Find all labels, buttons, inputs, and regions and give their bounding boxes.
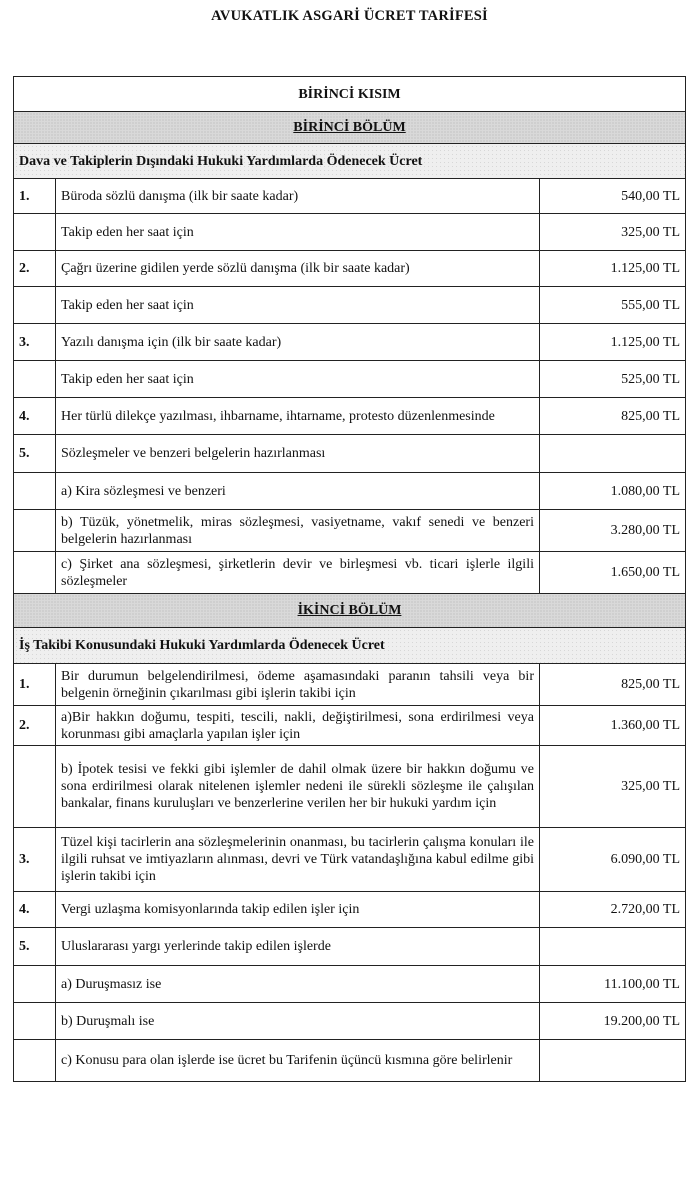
table-row bbox=[14, 664, 686, 706]
item-description: Vergi uzlaşma komisyonlarında takip edilen işler için bbox=[56, 892, 540, 928]
table-row bbox=[14, 510, 686, 552]
section-title-row bbox=[14, 112, 686, 144]
item-description: Takip eden her saat için bbox=[56, 361, 540, 398]
item-amount: 540,00 TL bbox=[539, 179, 685, 214]
item-number: 4. bbox=[14, 398, 56, 435]
item-amount: 19.200,00 TL bbox=[539, 1003, 685, 1040]
item-description: b) İpotek tesisi ve fekki gibi işlemler de dahil olmak üzere bir hakkın doğumu ve sona erdirilmesi olarak nitelenen işlemler nedeni ile sürekli sözleşme ile çalışılan bankalar, finans kuruluşları ve benzerlerine verilen her bir hukuki yardım için bbox=[56, 746, 540, 828]
item-amount: 1.650,00 TL bbox=[539, 552, 685, 594]
item-number bbox=[14, 510, 56, 552]
item-amount: 11.100,00 TL bbox=[539, 966, 685, 1003]
item-number: 3. bbox=[14, 828, 56, 892]
item-number: 2. bbox=[14, 706, 56, 746]
table-row bbox=[14, 473, 686, 510]
item-amount: 2.720,00 TL bbox=[539, 892, 685, 928]
item-amount: 825,00 TL bbox=[539, 398, 685, 435]
part-title: BİRİNCİ KISIM bbox=[14, 77, 686, 112]
item-amount: 325,00 TL bbox=[539, 746, 685, 828]
table-row bbox=[14, 179, 686, 214]
table-row bbox=[14, 746, 686, 828]
item-amount: 1.125,00 TL bbox=[539, 324, 685, 361]
table-row bbox=[14, 251, 686, 287]
item-amount: 555,00 TL bbox=[539, 287, 685, 324]
item-number: 5. bbox=[14, 928, 56, 966]
item-amount: 6.090,00 TL bbox=[539, 828, 685, 892]
table-row bbox=[14, 928, 686, 966]
section-subtitle-row bbox=[14, 144, 686, 179]
item-number bbox=[14, 287, 56, 324]
section-title-row bbox=[14, 594, 686, 628]
item-number: 1. bbox=[14, 664, 56, 706]
table-row bbox=[14, 324, 686, 361]
item-description: Yazılı danışma için (ilk bir saate kadar) bbox=[56, 324, 540, 361]
item-description: c) Konusu para olan işlerde ise ücret bu Tarifenin üçüncü kısmına göre belirlenir bbox=[56, 1040, 540, 1082]
item-amount bbox=[539, 928, 685, 966]
tariff-table bbox=[13, 76, 686, 1082]
item-amount: 1.125,00 TL bbox=[539, 251, 685, 287]
table-row bbox=[14, 214, 686, 251]
item-number bbox=[14, 473, 56, 510]
section2-title: İKİNCİ BÖLÜM bbox=[14, 594, 686, 628]
item-number: 1. bbox=[14, 179, 56, 214]
item-amount: 525,00 TL bbox=[539, 361, 685, 398]
table-row bbox=[14, 966, 686, 1003]
item-amount bbox=[539, 435, 685, 473]
item-number bbox=[14, 361, 56, 398]
table-row bbox=[14, 1003, 686, 1040]
item-description: a)Bir hakkın doğumu, tespiti, tescili, nakli, değiştirilmesi, sona erdirilmesi veya korunması gibi amaçlarla yapılan işler için bbox=[56, 706, 540, 746]
table-row bbox=[14, 361, 686, 398]
item-amount: 825,00 TL bbox=[539, 664, 685, 706]
item-description: Tüzel kişi tacirlerin ana sözleşmelerinin onanması, bu tacirlerin çalışma konuları ile ilgili ruhsat ve imtiyazların alınması, devri ve Türk vatandaşlığına kabul edilme gibi işlerin takibi için bbox=[56, 828, 540, 892]
item-number: 2. bbox=[14, 251, 56, 287]
table-row bbox=[14, 706, 686, 746]
item-amount: 1.080,00 TL bbox=[539, 473, 685, 510]
document-title: AVUKATLIK ASGARİ ÜCRET TARİFESİ bbox=[211, 8, 488, 24]
item-number bbox=[14, 966, 56, 1003]
section-subtitle-row bbox=[14, 628, 686, 664]
item-number bbox=[14, 746, 56, 828]
item-description: Sözleşmeler ve benzeri belgelerin hazırlanması bbox=[56, 435, 540, 473]
item-number bbox=[14, 552, 56, 594]
table-row bbox=[14, 1040, 686, 1082]
item-amount: 3.280,00 TL bbox=[539, 510, 685, 552]
item-number bbox=[14, 1003, 56, 1040]
item-description: b) Duruşmalı ise bbox=[56, 1003, 540, 1040]
item-number: 5. bbox=[14, 435, 56, 473]
item-description: Uluslararası yargı yerlerinde takip edilen işlerde bbox=[56, 928, 540, 966]
item-description: Bir durumun belgelendirilmesi, ödeme aşamasındaki paranın tahsili veya bir belgenin örneğinin çıkarılması gibi işlerin takibi için bbox=[56, 664, 540, 706]
item-number bbox=[14, 1040, 56, 1082]
table-row bbox=[14, 287, 686, 324]
table-row bbox=[14, 828, 686, 892]
table-row bbox=[14, 435, 686, 473]
section1-subtitle: Dava ve Takiplerin Dışındaki Hukuki Yardımlarda Ödenecek Ücret bbox=[14, 144, 686, 179]
item-amount bbox=[539, 1040, 685, 1082]
table-row bbox=[14, 552, 686, 594]
item-description: a) Duruşmasız ise bbox=[56, 966, 540, 1003]
item-description: c) Şirket ana sözleşmesi, şirketlerin devir ve birleşmesi vb. ticari işlerle ilgili sözleşmeler bbox=[56, 552, 540, 594]
item-description: a) Kira sözleşmesi ve benzeri bbox=[56, 473, 540, 510]
item-amount: 1.360,00 TL bbox=[539, 706, 685, 746]
item-description: Çağrı üzerine gidilen yerde sözlü danışma (ilk bir saate kadar) bbox=[56, 251, 540, 287]
part-title-row bbox=[14, 77, 686, 112]
item-description: Takip eden her saat için bbox=[56, 287, 540, 324]
item-description: b) Tüzük, yönetmelik, miras sözleşmesi, vasiyetname, vakıf senedi ve benzeri belgelerin hazırlanması bbox=[56, 510, 540, 552]
item-description: Büroda sözlü danışma (ilk bir saate kadar) bbox=[56, 179, 540, 214]
item-amount: 325,00 TL bbox=[539, 214, 685, 251]
table-row bbox=[14, 398, 686, 435]
item-number: 3. bbox=[14, 324, 56, 361]
item-number bbox=[14, 214, 56, 251]
item-description: Takip eden her saat için bbox=[56, 214, 540, 251]
item-description: Her türlü dilekçe yazılması, ihbarname, ihtarname, protesto düzenlenmesinde bbox=[56, 398, 540, 435]
table-row bbox=[14, 892, 686, 928]
item-number: 4. bbox=[14, 892, 56, 928]
section1-title: BİRİNCİ BÖLÜM bbox=[14, 112, 686, 144]
section2-subtitle: İş Takibi Konusundaki Hukuki Yardımlarda Ödenecek Ücret bbox=[14, 628, 686, 664]
